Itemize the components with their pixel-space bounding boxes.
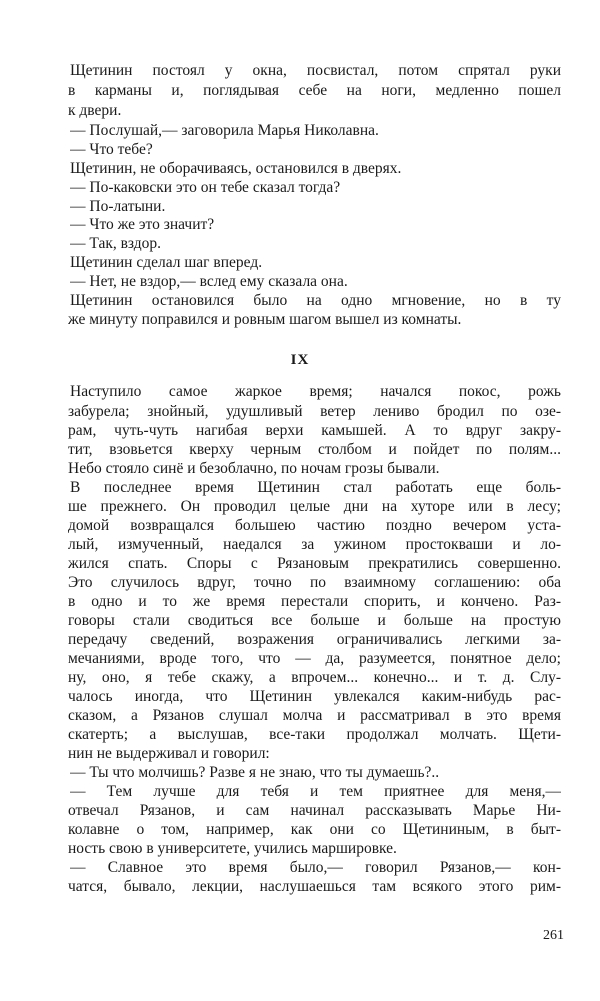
text-line: ность свою в университете, учились маршировке. <box>68 840 397 857</box>
dialogue-line: — По-каковски это он тебе сказал тогда? <box>70 179 341 196</box>
dialogue-line: — Так, вздор. <box>70 235 162 252</box>
text-line: Щетинин постоял у окна, посвистал, потом спрятал руки <box>70 62 561 79</box>
text-line: жился спать. Споры с Рязановым прекратились совершенно. <box>68 555 561 572</box>
text-line: Небо стояло синё и безоблачно, по ночам грозы бывали. <box>68 460 440 477</box>
text-line: ну, оно, я тебе скажу, а впрочем... конечно... и т. д. Слу- <box>68 669 561 686</box>
chapter-heading: IX <box>290 352 310 368</box>
dialogue-line: — Что тебе? <box>70 141 153 158</box>
dialogue-line: — Тем лучше для тебя и тем приятнее для меня,— <box>70 783 561 800</box>
text-line: лый, измученный, наедался за ужином простокваши и ло- <box>68 536 561 553</box>
dialogue-line: — Что же это значит? <box>70 216 215 233</box>
text-line: В последнее время Щетинин стал работать еще боль- <box>70 479 561 496</box>
dialogue-line: — Ты что молчишь? Разве я не знаю, что ты думаешь?.. <box>70 764 440 781</box>
text-line: Наступило самое жаркое время; начался покос, рожь <box>70 383 561 400</box>
text-line: домой возвращался большею частию поздно вечером уста- <box>68 517 561 534</box>
text-line: забурела; знойный, удушливый ветер лениво бродил по озе- <box>68 403 561 420</box>
text-line: говоры стали сводиться все больше и больше на простую <box>68 612 561 629</box>
text-line: скатерть; а выслушав, все-таки продолжал молчать. Щети- <box>68 726 561 743</box>
dialogue-line: — Нет, не вздор,— вслед ему сказала она. <box>70 273 348 290</box>
text-line: тит, взовьется кверху черным столбом и пойдет по полям... <box>68 441 561 458</box>
text-line: отвечал Рязанов, и сам начинал рассказывать Марье Ни- <box>68 802 561 819</box>
text-line: ше прежнего. Он проводил целые дни на хуторе или в лесу; <box>68 498 561 515</box>
text-line: Щетинин остановился было на одно мгновение, но в ту <box>70 292 561 309</box>
text-line: Щетинин, не оборачиваясь, остановился в дверях. <box>70 160 402 177</box>
text-line: мечаниями, вроде того, что — да, разумеется, понятное дело; <box>68 650 561 667</box>
text-line: к двери. <box>68 102 122 119</box>
text-line: в одно и то же время перестали спорить, и кончено. Раз- <box>68 593 561 610</box>
text-line: Щетинин сделал шаг вперед. <box>70 254 263 271</box>
text-line: колавне о том, например, как они со Щетининым, в быт- <box>68 821 561 838</box>
text-line: сказом, а Рязанов слушал молча и рассматривал в это время <box>68 707 561 724</box>
text-line: нин не выдерживал и говорил: <box>68 745 270 762</box>
text-line: чатся, бывало, лекции, наслушаешься там всякого этого рим- <box>68 878 561 895</box>
page-number: 261 <box>543 928 564 943</box>
dialogue-line: — Послушай,— заговорила Марья Николавна. <box>70 122 379 139</box>
text-line: передачу сведений, возражения ограничивались легкими за- <box>68 631 561 648</box>
text-line: в карманы и, поглядывая себе на ноги, медленно пошел <box>68 82 561 99</box>
text-line: же минуту поправился и ровным шагом вышел из комнаты. <box>68 311 462 328</box>
dialogue-line: — По-латыни. <box>70 198 166 215</box>
dialogue-line: — Славное это время было,— говорил Рязанов,— кон- <box>70 859 561 876</box>
text-line: рам, чуть-чуть нагибая верхи камышей. А то вдруг закру- <box>68 422 561 439</box>
text-line: Это случилось вдруг, точно по взаимному соглашению: оба <box>68 574 561 591</box>
text-line: чалось иногда, что Щетинин увлекался каким-нибудь рас- <box>68 688 561 705</box>
